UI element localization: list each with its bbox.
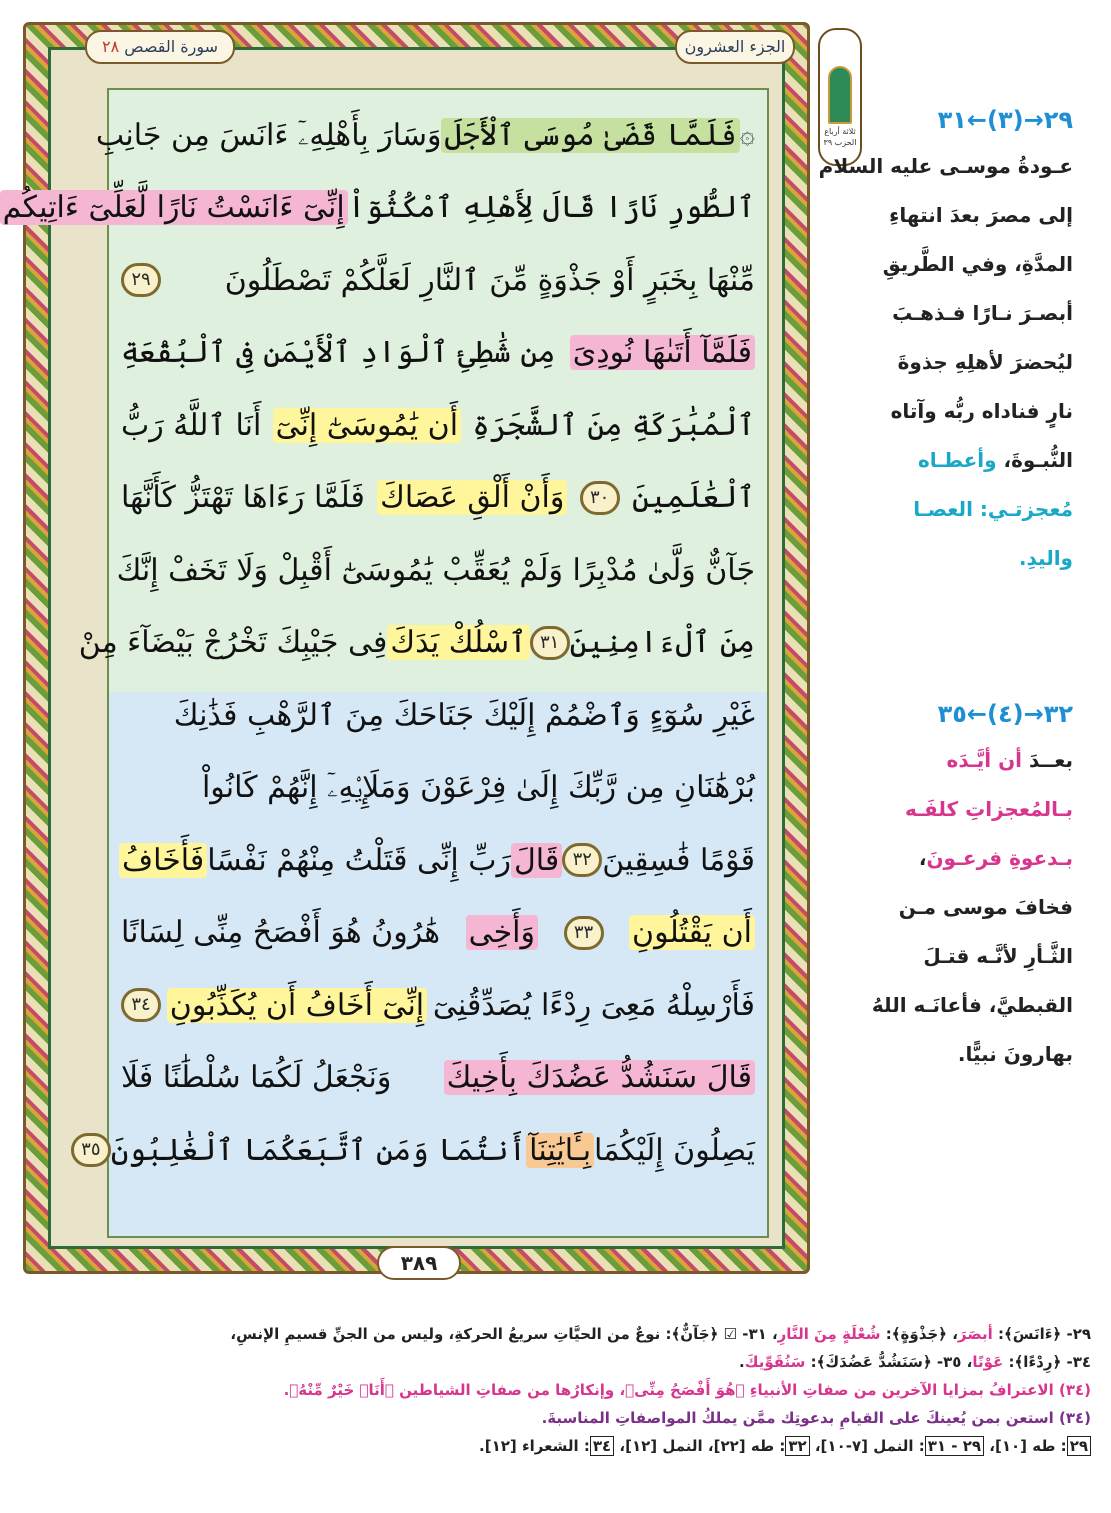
- ayah-number-marker: ٣٢: [562, 843, 602, 877]
- footnote-text: عَوْنًا: [972, 1353, 1004, 1371]
- verse-line: [121, 829, 755, 891]
- verse-text: جَآنٌّ وَلَّىٰ مُدْبِرًا وَلَمْ يُعَقِّبْ يَٰمُوسَىٰٓ أَقْبِلْ وَلَا تَخَفْ إِنَّكَ: [116, 552, 755, 588]
- sidebar-text: أن أيَّـدَه: [946, 748, 1022, 772]
- verse-text: وَنَجْعَلُ لَكُمَا سُلْطَٰنًا فَلَا: [121, 1060, 392, 1095]
- verse-line: [121, 974, 755, 1036]
- footnote-line: [35, 1350, 1091, 1374]
- footnote-text: سَنُقَوِّيكَ: [744, 1353, 806, 1371]
- sidebar-text: الثَّـأرِ لأنَّـه قتـلَ: [923, 944, 1073, 968]
- sidebar-text: ليُحضرَ لأهلِهِ جذوةَ: [897, 350, 1073, 374]
- verse-line: [121, 1047, 755, 1109]
- highlighted-phrase: فَلَمَّا قَضَىٰ مُوسَى ٱلْأَجَلَ: [441, 118, 739, 153]
- footnote-text: (٣٤) الاعترافُ بمزايا الآخرين من صفاتِ الأنبياءِ ﴿هُوَ أَفْصَحُ مِنِّى﴾، وإنكارُها من صفاتِ الشياطين ﴿أَنَا۠ خَيْرٌ مِّنْهُ﴾.: [283, 1381, 1091, 1399]
- verse-text: فَلَمَّا رَءَاهَا تَهْتَزُّ كَأَنَّهَا: [121, 480, 365, 515]
- sidebar-text-line: [863, 834, 1073, 883]
- footnote-text: : طه [١٠]،: [984, 1437, 1067, 1455]
- verse-text: وَسَارَ بِأَهْلِهِۦٓ ءَانَسَ مِن جَانِبِ: [95, 117, 442, 153]
- footnote-text: أبصَرَ: [957, 1325, 993, 1343]
- sidebar-text-line: [863, 191, 1073, 240]
- verse-text: ٱلْمُبَٰرَكَةِ مِنَ ٱلشَّجَرَةِ: [472, 407, 755, 443]
- sidebar-text-line: [863, 785, 1073, 834]
- footnote-text: ، ٣٥- ﴿سَنَشُدُّ عَضُدَكَ﴾:: [805, 1353, 973, 1371]
- verse-text: غَيْرِ سُوٓءٍ وَٱضْمُمْ إِلَيْكَ جَنَاحَكَ مِنَ ٱلرَّهْبِ فَذَٰنِكَ: [173, 697, 755, 733]
- verse-line: [121, 684, 755, 746]
- surah-number: ٢٨: [101, 37, 120, 56]
- sidebar-text-line: [818, 142, 1073, 191]
- verse-text: بُرْهَٰنَانِ مِن رَّبِّكَ إِلَىٰ فِرْعَوْنَ وَمَلَإِي۟هِۦٓ إِنَّهُمْ كَانُواْ: [201, 770, 755, 805]
- sidebar-text: إلى مصرَ بعدَ انتهاءِ: [889, 203, 1073, 227]
- surah-title: [85, 30, 235, 64]
- sidebar-text-line: [863, 485, 1073, 534]
- verse-text: ٱلْعَٰلَمِينَ: [631, 480, 755, 515]
- ayah-number-marker: ٣٣: [564, 916, 604, 950]
- verse-line: [121, 249, 755, 311]
- ayah-number-marker: ٢٩: [121, 263, 161, 297]
- footnote-text: ٢٩: [1067, 1436, 1091, 1456]
- sidebar-text: نارٍ فناداه ربُّه وآتاه: [890, 399, 1073, 423]
- verse-text: فِى جَيْبِكَ تَخْرُجْ بَيْضَآءَ مِنْ: [78, 625, 388, 660]
- sidebar-text: بـالمُعجزاتِ كلفَـه: [905, 797, 1073, 821]
- highlighted-phrase: قَالَ: [511, 843, 562, 878]
- verse-line: [2, 177, 755, 239]
- verse-text: مِن شَٰطِئِ ٱلْوَادِ ٱلْأَيْمَنِ فِى ٱلْبُقْعَةِ: [121, 335, 556, 370]
- sidebar-text: أبصـرَ نـارًا فـذهـبَ: [892, 301, 1073, 325]
- sidebar-range-1: ٢٩→(٣)←٣١: [937, 106, 1073, 134]
- footnote-line: [35, 1322, 1091, 1346]
- verse-line: [121, 467, 755, 529]
- footnote-text: ٣٤: [590, 1436, 614, 1456]
- verse-text: ٱلطُّورِ نَارًا قَالَ لِأَهْلِهِ ٱمْكُثُوٓاْ: [347, 190, 755, 225]
- ayah-number-marker: ٣٠: [580, 481, 620, 515]
- footnote-text: ٢٩ - ٣١: [925, 1436, 984, 1456]
- sidebar-text: النُّبـوةَ،: [996, 448, 1073, 472]
- footnote-text: : الشعراء [١٢].: [479, 1437, 590, 1455]
- highlighted-phrase: ٱسْلُكْ يَدَكَ: [387, 625, 529, 660]
- verse-text: هَٰرُونُ هُوَ أَفْصَحُ مِنِّى لِسَانًا: [121, 915, 441, 950]
- verse-text: قَوْمًا فَٰسِقِينَ: [602, 842, 755, 878]
- sidebar-text-line: [863, 240, 1073, 289]
- highlighted-phrase: وَأَخِى: [466, 915, 538, 950]
- verse-text: مِّنْهَا بِخَبَرٍ أَوْ جَذْوَةٍ مِّنَ ٱلنَّارِ لَعَلَّكُمْ تَصْطَلُونَ: [224, 262, 755, 298]
- sidebar-text: وأعطـاه: [917, 448, 997, 472]
- highlighted-phrase: أَن يَقْتُلُونِ: [629, 915, 755, 950]
- verse-line: [116, 539, 755, 601]
- hizb-marker-text: ثلاثة أرباع الحزب ٣٩: [823, 127, 857, 147]
- verse-line: [78, 612, 755, 674]
- sidebar-text: واليدِ.: [1018, 546, 1073, 570]
- sidebar-text-line: [863, 932, 1073, 981]
- footnote-line: [35, 1406, 1091, 1430]
- verse-line: [121, 322, 755, 384]
- verse-text: أَنتُمَا وَمَنِ ٱتَّبَعَكُمَا ٱلْغَٰلِبُونَ: [110, 1132, 527, 1168]
- sidebar-text: مُعجزتـي: العصـا: [913, 497, 1073, 521]
- sidebar-text-line: [863, 883, 1073, 932]
- verse-line: [121, 757, 755, 819]
- footnote-text: .: [739, 1353, 745, 1371]
- verse-text: مِنَ ٱلْءَامِنِينَ: [569, 625, 755, 660]
- sidebar-text-line: [863, 534, 1073, 583]
- sidebar-section-2: [863, 692, 1073, 1079]
- footnote-text: (٣٤) استعن بمن يُعينكَ على القيامِ بدعوتِك ممَّن يملكُ المواصفاتِ المناسبةَ.: [541, 1409, 1091, 1427]
- sidebar-text: القبطيَّ، فأعانَـه اللهُ: [871, 993, 1073, 1017]
- footer-notes: [35, 1322, 1091, 1462]
- sidebar-text: بعــدَ: [1022, 748, 1073, 772]
- highlighted-phrase: إِنِّىٓ ءَانَسْتُ نَارًا لَّعَلِّىٓ ءَاتِيكُم: [0, 190, 348, 225]
- footnote-text: : طه [٢٢]، النمل [١٢]،: [614, 1437, 786, 1455]
- sidebar-text-line: [863, 338, 1073, 387]
- ayah-number-marker: ٣٥: [71, 1133, 111, 1167]
- sidebar-text: المدَّةِ، وفي الطَّريقِ: [882, 252, 1073, 276]
- verse-text: فَأَرْسِلْهُ مَعِىَ رِدْءًا يُصَدِّقُنِىٓ: [432, 987, 755, 1023]
- verse-text: أَنَا ٱللَّهُ رَبُّ: [121, 407, 262, 443]
- sidebar-text-line: [863, 436, 1073, 485]
- sidebar-text-line: [863, 981, 1073, 1030]
- highlighted-phrase: إِنِّىٓ أَخَافُ أَن يُكَذِّبُونِ: [167, 988, 427, 1023]
- sidebar-text: عـودةُ موسـى عليه السلام: [818, 154, 1073, 178]
- footnote-line: [35, 1434, 1091, 1458]
- surah-name: سورة القصص: [124, 37, 219, 56]
- sidebar-text-line: [863, 1030, 1073, 1079]
- verse-text: يَصِلُونَ إِلَيْكُمَا: [594, 1132, 755, 1168]
- highlighted-phrase: قَالَ سَنَشُدُّ عَضُدَكَ بِأَخِيكَ: [444, 1060, 755, 1095]
- sidebar-text-line: [863, 289, 1073, 338]
- sidebar-text-line: [863, 387, 1073, 436]
- footnote-text: ، ﴿جَذْوَةٍ﴾:: [880, 1325, 958, 1343]
- highlighted-phrase: بِـَٔايَٰتِنَآ: [526, 1133, 594, 1168]
- footnote-text: ، ٣١- ☑ ﴿جَآنٌّ﴾: نوعٌ من الحيَّاتِ سريعُ الحركةِ، وليس من الجنِّ قسيمِ الإنسِ،: [230, 1325, 778, 1343]
- highlighted-phrase: وَأَنْ أَلْقِ عَصَاكَ: [377, 480, 567, 515]
- verse-line: [81, 1119, 755, 1181]
- juz-title: الجزء العشرون: [675, 30, 795, 64]
- footnote-text: ٣٢: [785, 1436, 809, 1456]
- verse-line: [121, 902, 755, 964]
- footnote-text: ٣٤- ﴿رِدْءًا﴾:: [1003, 1353, 1091, 1371]
- footnote-text: ٢٩- ﴿ءَانَسَ﴾:: [992, 1325, 1091, 1343]
- ayah-number-marker: ٣١: [530, 626, 570, 660]
- highlighted-phrase: فَلَمَّآ أَتَىٰهَا نُودِىَ: [570, 335, 755, 370]
- sidebar-range-2: ٣٢→(٤)←٣٥: [937, 700, 1073, 728]
- verse-line: [121, 394, 755, 456]
- rub-el-hizb-icon: ۞: [739, 120, 755, 150]
- sidebar-text-line: [863, 736, 1073, 785]
- verse-line: [95, 104, 755, 166]
- footnote-text: شُعْلَةٍ مِنَ النَّارِ: [777, 1325, 881, 1343]
- dome-icon: [828, 66, 852, 124]
- sidebar-text: بهارونَ نبيًّا.: [957, 1042, 1073, 1066]
- highlighted-phrase: أَن يَٰمُوسَىٰٓ إِنِّىٓ: [273, 408, 461, 443]
- sidebar-text: فخافَ موسى مـن: [898, 895, 1073, 919]
- sidebar-text: ،: [918, 846, 927, 870]
- highlighted-phrase: فَأَخَافُ: [119, 843, 207, 878]
- footnote-text: : النمل [٧-١٠]،: [809, 1437, 925, 1455]
- footnote-line: [35, 1378, 1091, 1402]
- verse-text: رَبِّ إِنِّى قَتَلْتُ مِنْهُمْ نَفْسًا: [207, 842, 511, 878]
- page-number: ٣٨٩: [377, 1246, 461, 1280]
- ayah-number-marker: ٣٤: [121, 988, 161, 1022]
- sidebar-text: بـدعوةِ فرعـونَ: [926, 846, 1073, 870]
